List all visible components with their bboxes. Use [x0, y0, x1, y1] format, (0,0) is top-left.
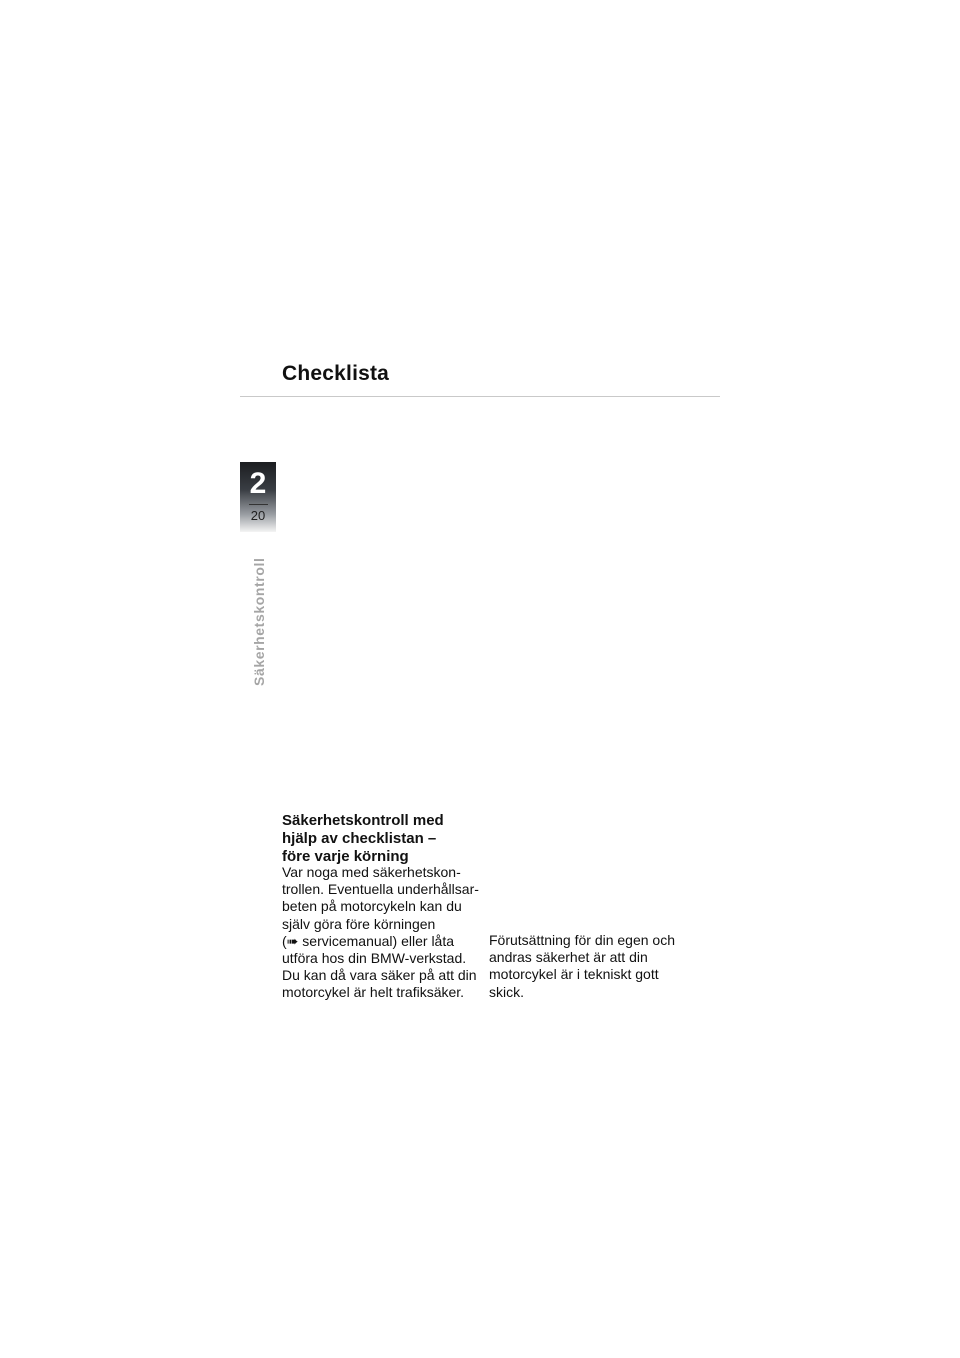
body-line: själv göra före körningen: [282, 915, 436, 932]
body-text-left-column: [282, 864, 487, 1002]
body-line: Förutsättning för din egen och: [489, 932, 676, 948]
body-text-right-column: [489, 932, 699, 1001]
body-line: motorcykel är helt trafiksäker.: [282, 984, 465, 1001]
chapter-number: 2: [249, 467, 267, 500]
chapter-divider: [249, 504, 268, 505]
body-line: skick.: [489, 983, 524, 1000]
page-title: Checklista: [282, 362, 390, 385]
section-heading-line: Säkerhetskontroll med: [282, 812, 444, 829]
section-heading-line: före varje körning: [282, 848, 409, 865]
title-divider: [240, 396, 720, 397]
body-line: (➠ servicemanual) eller låta: [282, 932, 455, 949]
body-line: trollen. Eventuella underhållsar-: [282, 881, 479, 898]
section-heading-line: hjälp av checklistan –: [282, 830, 437, 847]
body-line: utföra hos din BMW-verkstad.: [282, 950, 467, 967]
section-heading: [282, 812, 492, 866]
body-line: Du kan då vara säker på att din: [282, 967, 477, 984]
body-line: motorcykel är i tekniskt gott: [489, 966, 659, 983]
body-line: beten på motorcykeln kan du: [282, 898, 462, 915]
chapter-side-label: Säkerhetskontroll: [251, 557, 267, 686]
page-number: 20: [250, 508, 266, 523]
body-line: andras säkerhet är att din: [489, 949, 648, 966]
body-line: Var noga med säkerhetskon-: [282, 864, 461, 880]
chapter-tab: [240, 462, 276, 532]
